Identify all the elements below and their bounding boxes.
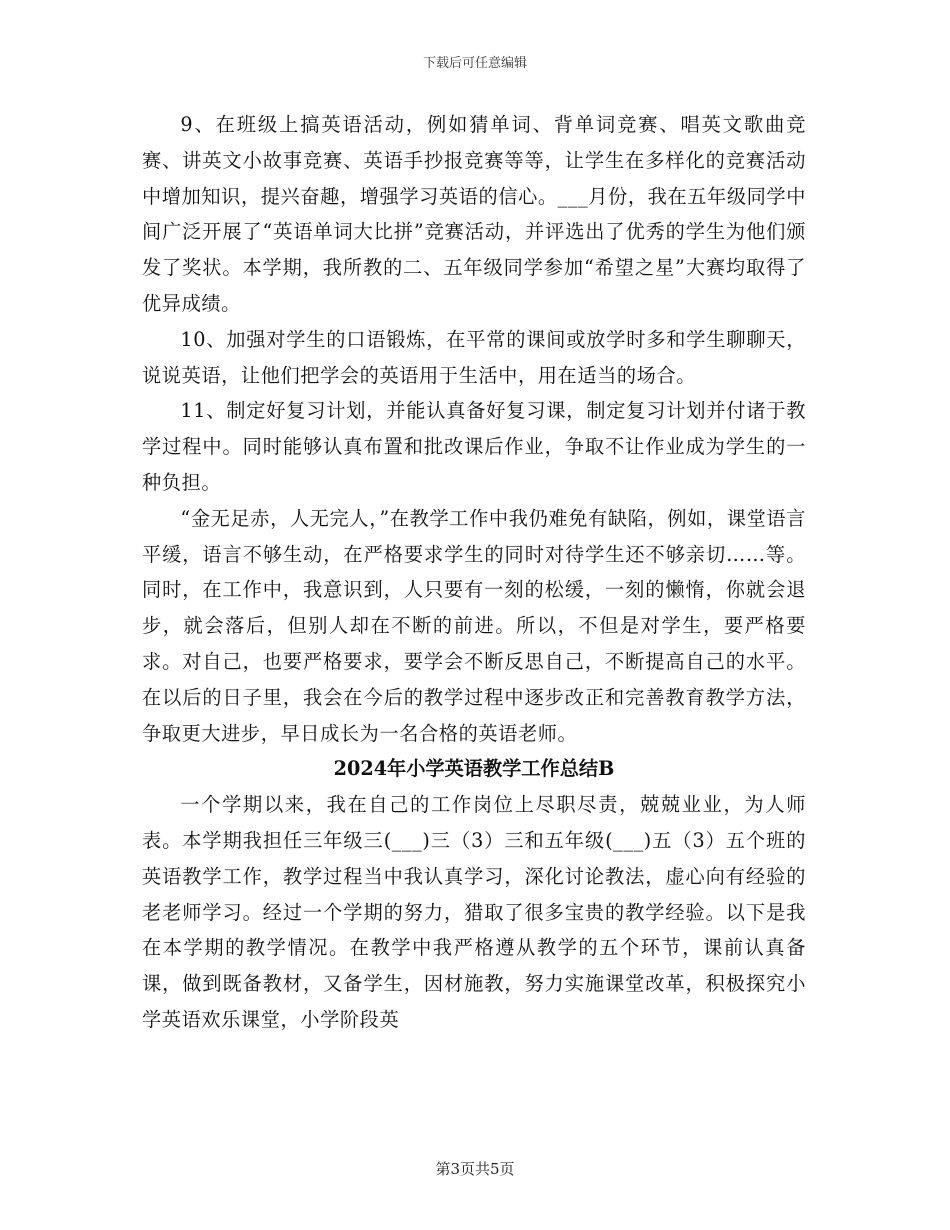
page-footer: 第3页共5页 (435, 1160, 515, 1178)
paragraph-section-intro: 一个学期以来，我在自己的工作岗位上尽职尽责，兢兢业业，为人师表。本学期我担任三年级三(___)三（3）三和五年级(___)五（3）五个班的英语教学工作，教学过程当中我认真学习，深化讨论教法，虚心向有经验的老老师学习。经过一个学期的努力，猎取了很多宝贵的教学经验。以下是我在本学期的教学情况。在教学中我严格遵从教学的五个环节，课前认真备课，做到既备教材，又备学生，因材施教，努力实施课堂改革，积极探究小学英语欢乐课堂，小学阶段英 (142, 793, 806, 1031)
paragraph-reflection: “金无足赤，人无完人，”在教学工作中我仍难免有缺陷，例如，课堂语言平缓，语言不够生动，在严格要求学生的同时对待学生还不够亲切……等。同时，在工作中，我意识到，人只要有一刻的松缓，一刻的懒惰，你就会退步，就会落后，但别人却在不断的前进。所以，不但是对学生，要严格要求。对自己，也要严格要求，要学会不断反思自己，不断提高自己的水平。在以后的日子里，我会在今后的教学过程中逐步改正和完善教育教学方法，争取更大进步，早日成长为一名合格的英语老师。 (142, 506, 806, 745)
section-title: 2024年小学英语教学工作总结B (333, 757, 615, 781)
paragraph-item-11: 11、制定好复习计划，并能认真备好复习课，制定复习计划并付诸于教学过程中。同时能够认真布置和批改课后作业，争取不让作业成为学生的一种负担。 (142, 399, 806, 494)
page-header: 下载后可任意编辑 (422, 56, 527, 71)
paragraph-item-10: 10、加强对学生的口语锻炼，在平常的课间或放学时多和学生聊聊天，说说英语，让他们把学会的英语用于生活中，用在适当的场合。 (142, 327, 806, 387)
paragraph-item-9: 9、在班级上搞英语活动，例如猜单词、背单词竞赛、唱英文歌曲竞赛、讲英文小故事竞赛、英语手抄报竞赛等等，让学生在多样化的竞赛活动中增加知识，提兴奋趣，增强学习英语的信心。___月份，我在五年级同学中间广泛开展了“英语单词大比拼”竞赛活动，并评选出了优秀的学生为他们颁发了奖状。本学期，我所教的二、五年级同学参加“希望之星”大赛均取得了优异成绩。 (142, 113, 806, 315)
document-body (142, 107, 806, 1038)
